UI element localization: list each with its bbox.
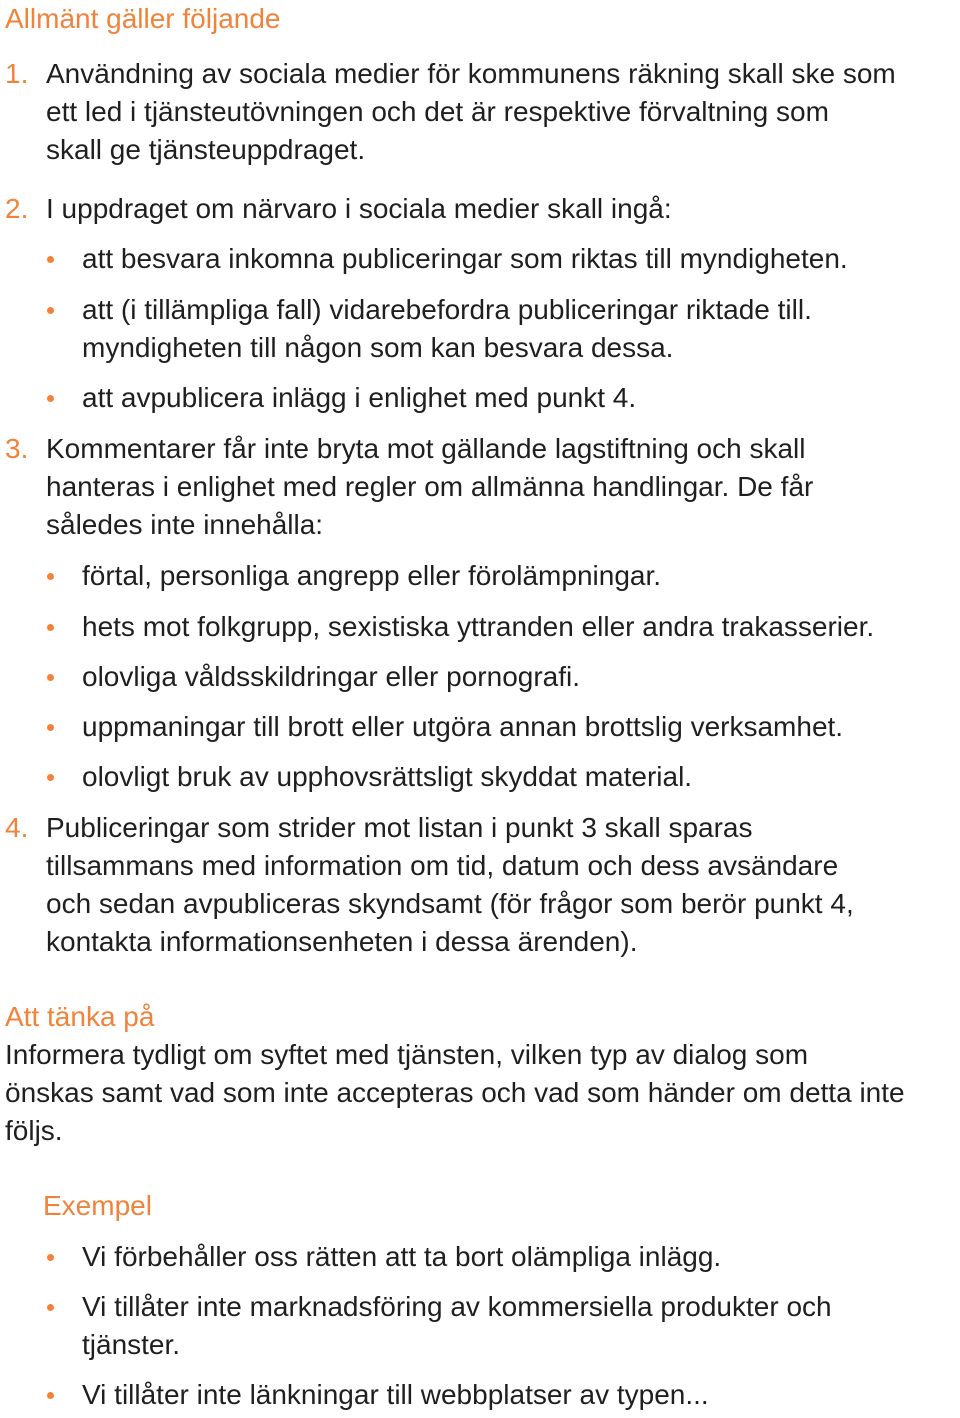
list-item-3-text: Kommentarer får inte bryta mot gällande lagstiftning och skall hanteras i enlighet med regler om allmänna handlingar. De får således inte innehålla: xyxy=(46,433,814,540)
bullet-dot xyxy=(47,774,54,781)
bullet-dot xyxy=(47,573,54,580)
list-item-3-bullet-3: olovliga våldsskildringar eller pornografi. xyxy=(82,661,581,692)
list-item-3-bullet-2: hets mot folkgrupp, sexistiska yttranden eller andra trakasserier. xyxy=(82,611,875,642)
bullet-dot xyxy=(47,724,54,731)
list-item-2-bullet-3: att avpublicera inlägg i enlighet med punkt 4. xyxy=(82,382,637,413)
bullet-dot xyxy=(47,307,54,314)
example-bullet-2: Vi tillåter inte marknadsföring av kommersiella produkter och tjänster. xyxy=(82,1291,832,1360)
list-number-4: 4. xyxy=(5,812,29,843)
section-heading-general: Allmänt gäller följande xyxy=(5,3,281,34)
list-item-3-bullet-1: förtal, personliga angrepp eller förolämpningar. xyxy=(82,560,662,591)
bullet-dot xyxy=(47,1254,54,1261)
list-number-2: 2. xyxy=(5,193,29,224)
list-item-1-text: Användning av sociala medier för kommunens räkning skall ske som ett led i tjänsteutövningen och det är respektive förvaltning som skall ge tjänsteuppdraget. xyxy=(46,58,896,165)
bullet-dot xyxy=(47,624,54,631)
list-item-2-text: I uppdraget om närvaro i sociala medier skall ingå: xyxy=(46,193,672,224)
list-item-2-bullet-2: att (i tillämpliga fall) vidarebefordra publiceringar riktade till. myndigheten till någon som kan besvara dessa. xyxy=(82,294,812,363)
section-heading-consider: Att tänka på xyxy=(5,1001,155,1032)
example-bullet-1: Vi förbehåller oss rätten att ta bort olämpliga inlägg. xyxy=(82,1241,722,1272)
consider-paragraph: Informera tydligt om syftet med tjänsten, vilken typ av dialog som önskas samt vad som inte accepteras och vad som händer om detta inte följs. xyxy=(5,1039,905,1146)
section-heading-example: Exempel xyxy=(43,1190,152,1221)
bullet-dot xyxy=(47,256,54,263)
list-item-4-text: Publiceringar som strider mot listan i punkt 3 skall sparas tillsammans med information om tid, datum och dess avsändare och sedan avpubliceras skyndsamt (för frågor som berör punkt 4, kontakta informationsenheten i dessa ärenden). xyxy=(46,812,854,957)
bullet-dot xyxy=(47,395,54,402)
list-number-1: 1. xyxy=(5,58,29,89)
bullet-dot xyxy=(47,1304,54,1311)
bullet-dot xyxy=(47,674,54,681)
bullet-dot xyxy=(47,1392,54,1399)
example-bullet-3: Vi tillåter inte länkningar till webbplatser av typen... xyxy=(82,1379,709,1410)
list-item-2-bullet-1: att besvara inkomna publiceringar som riktas till myndigheten. xyxy=(82,243,848,274)
list-item-3-bullet-4: uppmaningar till brott eller utgöra annan brottslig verksamhet. xyxy=(82,711,844,742)
list-number-3: 3. xyxy=(5,433,29,464)
list-item-3-bullet-5: olovligt bruk av upphovsrättsligt skyddat material. xyxy=(82,761,693,792)
